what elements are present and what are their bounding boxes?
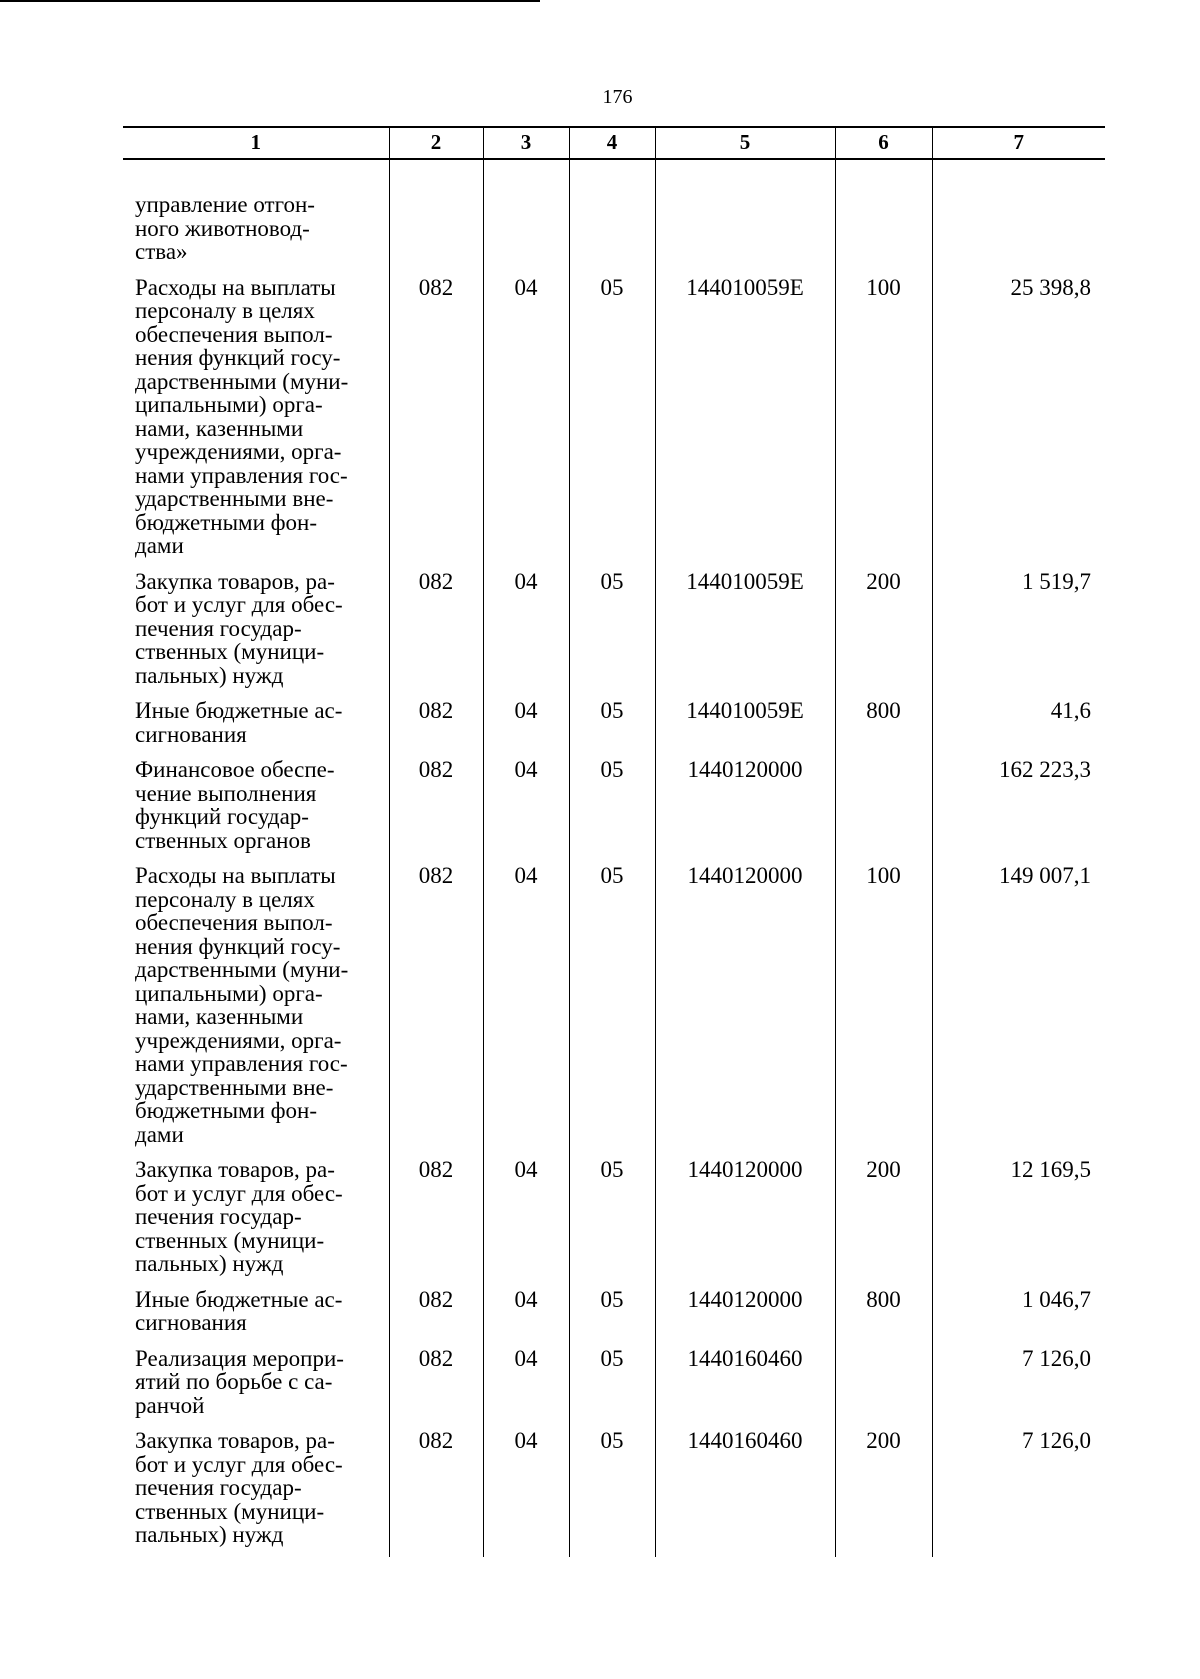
cell-col-7: 25 398,8: [932, 276, 1105, 570]
cell-col-2: 082: [389, 1347, 483, 1430]
cell-col-4: 05: [569, 864, 655, 1158]
table-row: [123, 1158, 1105, 1288]
cell-col-6: 200: [835, 1158, 932, 1288]
cell-col-2: 082: [389, 1288, 483, 1347]
cell-col-2: 082: [389, 699, 483, 758]
cell-col-4: 05: [569, 1288, 655, 1347]
cell-col-4: 05: [569, 1429, 655, 1557]
header-col-3: 3: [483, 127, 569, 159]
row-name-cell: Расходы на выплаты персоналу в целях обеспечения выпол- нения функций госу- дарственными (муни- ципальными) орга- нами, казенными учреждениями, орга- нами управления гос- ударственными вне- бюджетными фон- дами: [135, 863, 349, 1147]
row-name-cell: Закупка товаров, ра- бот и услуг для обес- печения государ- ственных (муници- пальных) нужд: [135, 568, 343, 688]
cell-col-2: 082: [389, 570, 483, 700]
cell-col-6: [835, 1347, 932, 1430]
header-col-2: 2: [389, 127, 483, 159]
cell-col-7: 1 519,7: [932, 570, 1105, 700]
row-name-cell: Иные бюджетные ас- сигнования: [135, 1286, 343, 1335]
cell-col-6: 200: [835, 570, 932, 700]
table-body: [123, 159, 1105, 1557]
row-name-cell: Иные бюджетные ас- сигнования: [135, 698, 343, 747]
cell-col-4: 05: [569, 1158, 655, 1288]
top-border-line: [0, 0, 540, 2]
cell-col-4: 05: [569, 1347, 655, 1430]
cell-col-5: 144010059E: [655, 570, 835, 700]
cell-col-5: [655, 193, 835, 276]
cell-col-7: 12 169,5: [932, 1158, 1105, 1288]
cell-col-4: 05: [569, 699, 655, 758]
budget-table-container: [123, 126, 1105, 1557]
cell-col-6: 100: [835, 864, 932, 1158]
table-row: [123, 570, 1105, 700]
cell-col-5: 1440120000: [655, 864, 835, 1158]
cell-col-7: 7 126,0: [932, 1347, 1105, 1430]
cell-col-5: 1440160460: [655, 1429, 835, 1557]
cell-col-3: 04: [483, 276, 569, 570]
cell-col-2: 082: [389, 1158, 483, 1288]
header-col-6: 6: [835, 127, 932, 159]
cell-col-6: [835, 758, 932, 864]
cell-col-6: 800: [835, 699, 932, 758]
row-name-cell: Реализация меропри- ятий по борьбе с са- ранчой: [135, 1345, 344, 1418]
table-row: [123, 758, 1105, 864]
table-row: [123, 1429, 1105, 1557]
cell-col-3: 04: [483, 570, 569, 700]
cell-col-7: 162 223,3: [932, 758, 1105, 864]
cell-col-5: 144010059E: [655, 276, 835, 570]
header-row: [123, 127, 1105, 159]
cell-col-5: 1440120000: [655, 1288, 835, 1347]
cell-col-7: 41,6: [932, 699, 1105, 758]
cell-col-5: 1440120000: [655, 1158, 835, 1288]
cell-col-4: 05: [569, 570, 655, 700]
table-row: [123, 1288, 1105, 1347]
cell-col-6: 200: [835, 1429, 932, 1557]
cell-col-7: 7 126,0: [932, 1429, 1105, 1557]
table-row: [123, 864, 1105, 1158]
budget-table: [123, 126, 1105, 1557]
cell-col-4: [569, 193, 655, 276]
cell-col-3: 04: [483, 1347, 569, 1430]
cell-col-4: 05: [569, 758, 655, 864]
cell-col-2: 082: [389, 864, 483, 1158]
cell-col-3: 04: [483, 1429, 569, 1557]
cell-col-2: [389, 193, 483, 276]
row-name-cell: Закупка товаров, ра- бот и услуг для обес- печения государ- ственных (муници- пальных) нужд: [135, 1157, 343, 1276]
cell-col-5: 1440120000: [655, 758, 835, 864]
cell-col-6: [835, 193, 932, 276]
header-col-5: 5: [655, 127, 835, 159]
table-row: [123, 193, 1105, 276]
cell-col-6: 800: [835, 1288, 932, 1347]
header-col-7: 7: [932, 127, 1105, 159]
row-name-cell: Расходы на выплаты персоналу в целях обеспечения выпол- нения функций госу- дарственными (муни- ципальными) орга- нами, казенными учреждениями, орга- нами управления гос- ударственными вне- бюджетными фон- дами: [135, 274, 349, 558]
table-row: [123, 699, 1105, 758]
cell-col-5: 1440160460: [655, 1347, 835, 1430]
table-row: [123, 276, 1105, 570]
row-name-cell: Закупка товаров, ра- бот и услуг для обес- печения государ- ственных (муници- пальных) нужд: [135, 1428, 343, 1547]
cell-col-3: 04: [483, 864, 569, 1158]
cell-col-3: 04: [483, 1158, 569, 1288]
row-name-cell: управление отгон- ного животновод- ства»: [135, 192, 315, 264]
cell-col-3: 04: [483, 758, 569, 864]
cell-col-2: 082: [389, 1429, 483, 1557]
cell-col-7: 149 007,1: [932, 864, 1105, 1158]
spacer-row: [123, 159, 1105, 193]
cell-col-3: 04: [483, 1288, 569, 1347]
header-col-1: 1: [123, 127, 389, 159]
cell-col-2: 082: [389, 276, 483, 570]
cell-col-2: 082: [389, 758, 483, 864]
page-number: 176: [602, 86, 633, 108]
table-row: [123, 1347, 1105, 1430]
row-name-cell: Финансовое обеспе- чение выполнения функций государ- ственных органов: [135, 757, 335, 853]
cell-col-5: 144010059E: [655, 699, 835, 758]
cell-col-3: 04: [483, 699, 569, 758]
cell-col-7: [932, 193, 1105, 276]
cell-col-4: 05: [569, 276, 655, 570]
cell-col-7: 1 046,7: [932, 1288, 1105, 1347]
cell-col-3: [483, 193, 569, 276]
header-col-4: 4: [569, 127, 655, 159]
cell-col-6: 100: [835, 276, 932, 570]
